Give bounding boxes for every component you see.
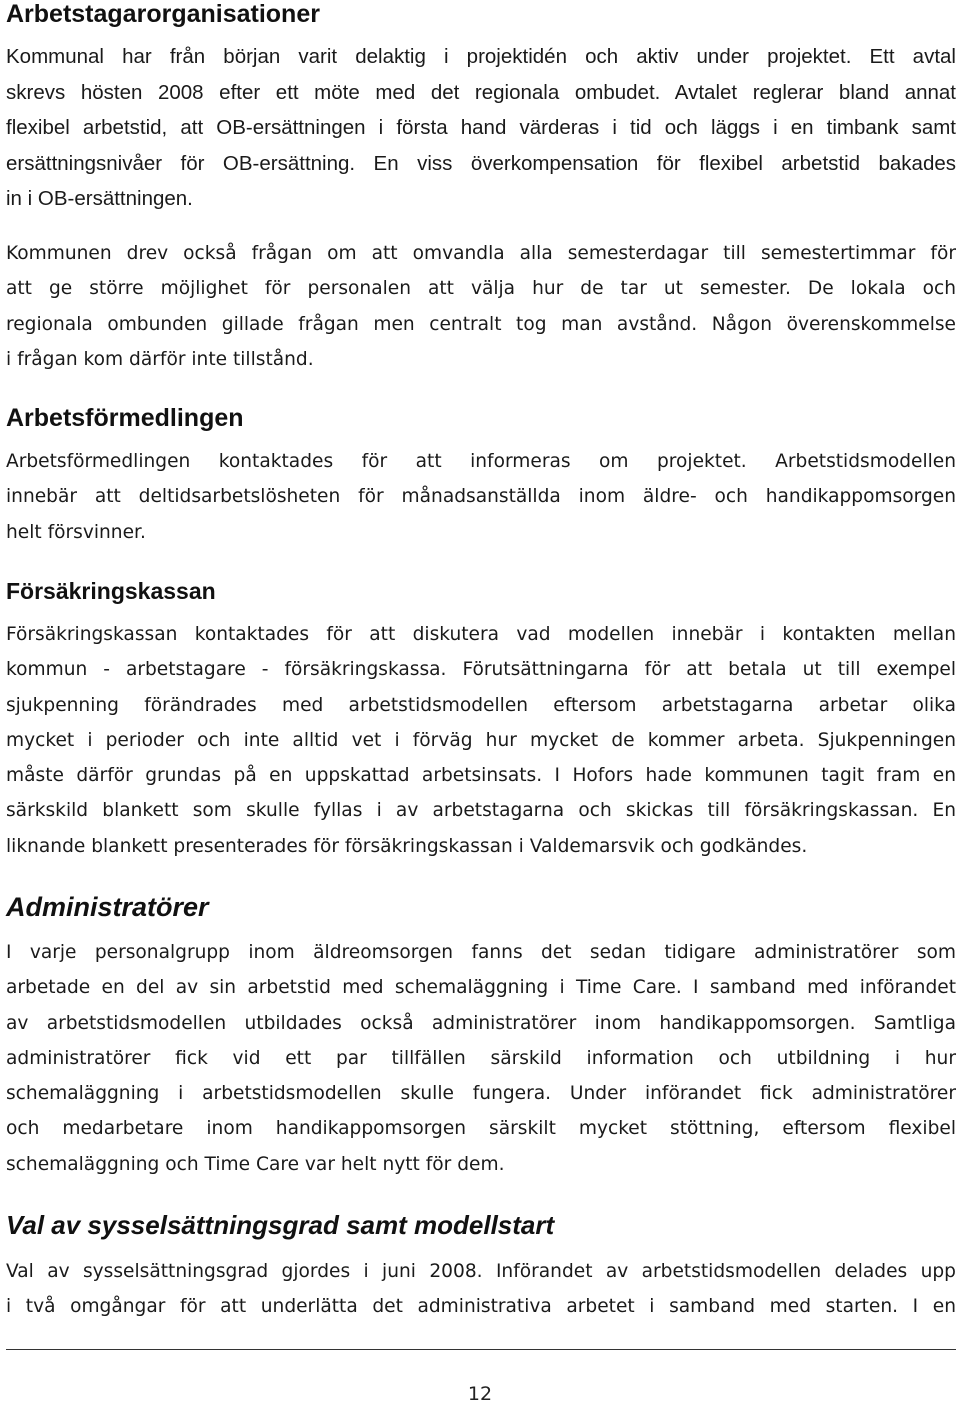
text-line: och medarbetare inom handikappomsorgen särskilt mycket stöttning, eftersom flexibel — [6, 1118, 956, 1140]
text-line: i två omgångar för att underlätta det administrativa arbetet i samband med starten. I en — [6, 1296, 956, 1318]
heading-forsakringskassan: Försäkringskassan — [6, 578, 216, 604]
heading-administratorer: Administratörer — [6, 892, 209, 922]
text-line: I varje personalgrupp inom äldreomsorgen fanns det sedan tidigare administratörer som — [6, 942, 956, 963]
text-line: arbetade en del av sin arbetstid med schemaläggning i Time Care. I samband med införandet — [6, 977, 956, 999]
heading-arbetstagarorganisationer: Arbetstagarorganisationer — [6, 0, 320, 28]
text-line: liknande blankett presenterades för försäkringskassan i Valdemarsvik och godkändes. — [6, 835, 808, 857]
text-line: Arbetsförmedlingen kontaktades för att informeras om projektet. Arbetstidsmodellen — [6, 451, 956, 472]
paragraph-semestertimmar — [6, 236, 956, 377]
text-line: administratörer fick vid ett par tillfällen särskild information och utbildning i hur — [6, 1047, 956, 1069]
text-line: måste därför grundas på en uppskattad arbetsinsats. I Hofors hade kommunen tagit fram en — [6, 765, 956, 787]
page-number: 12 — [467, 1383, 493, 1405]
text-line: schemaläggning och Time Care var helt nytt för dem. — [6, 1153, 505, 1175]
text-line: kommun - arbetstagare - försäkringskassa. Förutsättningarna för att betala ut till exempel — [6, 659, 956, 681]
text-line: av arbetstidsmodellen utbildades också administratörer inom handikappomsorgen. Samtliga — [6, 1012, 956, 1034]
text-line: skrevs hösten 2008 efter ett möte med det regionala ombudet. Avtalet reglerar bland annat — [6, 80, 956, 104]
text-line: regionala ombunden gillade frågan men centralt tog man avstånd. Någon överenskommelse — [6, 313, 956, 335]
text-line: Val av sysselsättningsgrad gjordes i juni 2008. Införandet av arbetstidsmodellen delades upp — [6, 1261, 956, 1282]
text-line: i frågan kom därför inte tillstånd. — [6, 348, 314, 370]
text-line: särkskild blankett som skulle fyllas i av arbetstagarna och skickas till försäkringskassan. En — [6, 800, 956, 822]
text-line: flexibel arbetstid, att OB-ersättningen i första hand värderas i tid och läggs i en timbank samt — [6, 116, 956, 139]
paragraph-administratorer — [6, 935, 956, 1182]
paragraph-forsakringskassan — [6, 617, 956, 864]
text-line: mycket i perioder och inte alltid vet i förväg hur mycket de kommer arbeta. Sjukpenningen — [6, 729, 956, 751]
text-line: Kommunen drev också frågan om att omvandla alla semesterdagar till semestertimmar för — [6, 243, 956, 264]
footer-divider — [6, 1349, 956, 1350]
text-line: sjukpenning förändrades med arbetstidsmodellen eftersom arbetstagarna arbetar olika — [6, 694, 956, 716]
text-line: ersättningsnivåer för OB-ersättning. En viss överkompensation för flexibel arbetstid bakades — [6, 151, 956, 175]
paragraph-arbetsformedlingen — [6, 444, 956, 550]
paragraph-kommunal-avtal — [6, 39, 956, 217]
paragraph-val-av-sysselsattningsgrad — [6, 1254, 956, 1325]
heading-val-av-sysselsattningsgrad: Val av sysselsättningsgrad samt modellstart — [6, 1210, 555, 1240]
text-line: in i OB-ersättningen. — [6, 187, 193, 210]
text-line: Försäkringskassan kontaktades för att diskutera vad modellen innebär i kontakten mellan — [6, 624, 956, 645]
text-line: Kommunal har från början varit delaktig i projektidén och aktiv under projektet. Ett avtal — [6, 45, 956, 68]
text-line: att ge större möjlighet för personalen att välja hur de tar ut semester. De lokala och — [6, 278, 956, 300]
heading-arbetsformedlingen: Arbetsförmedlingen — [6, 404, 244, 432]
text-line: helt försvinner. — [6, 521, 146, 543]
text-line: innebär att deltidsarbetslösheten för månadsanställda inom äldre- och handikappomsorgen — [6, 486, 956, 508]
text-line: schemaläggning i arbetstidsmodellen skulle fungera. Under införandet fick administratörer — [6, 1083, 956, 1105]
